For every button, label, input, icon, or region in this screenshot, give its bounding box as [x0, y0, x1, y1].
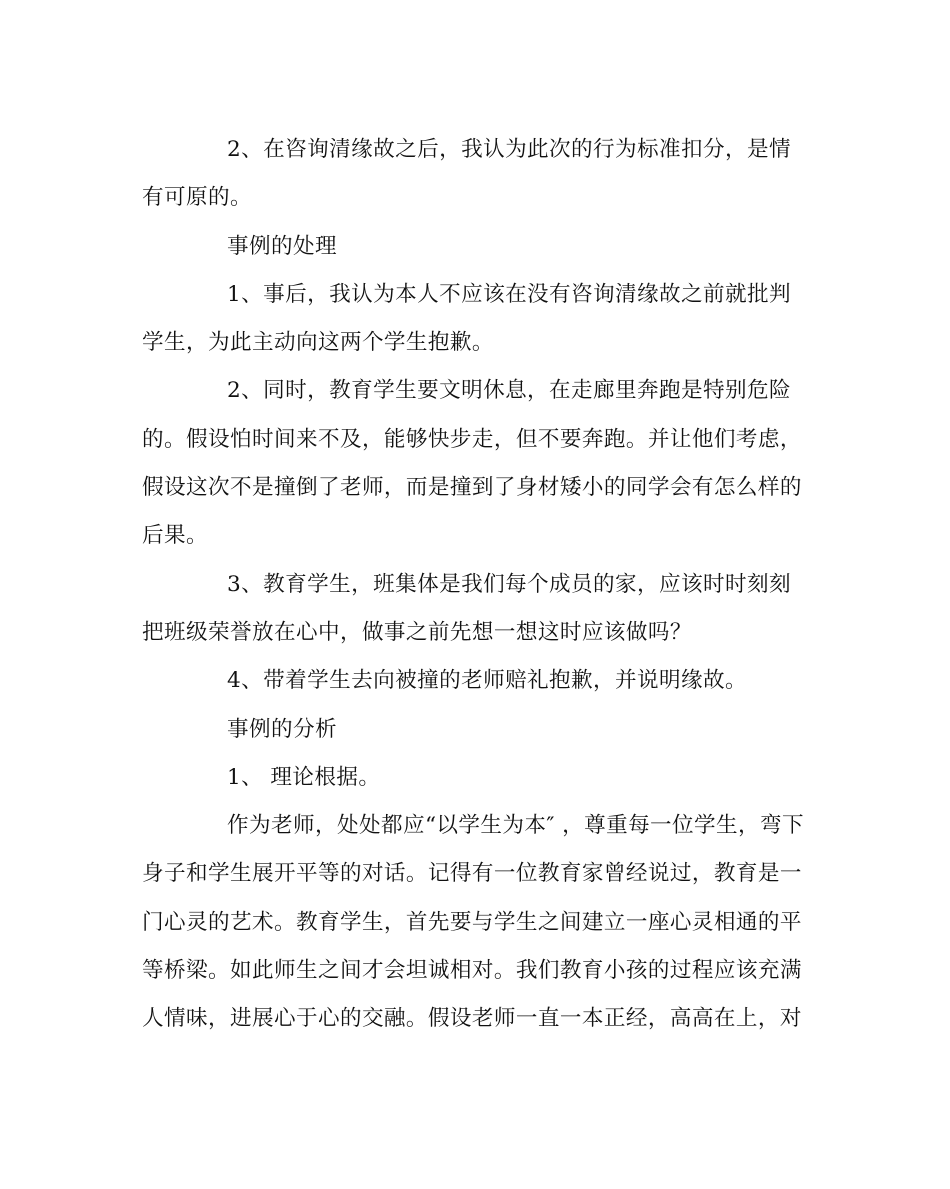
paragraph-reason-clarified: 2、在咨询清缘故之后，我认为此次的行为标准扣分，是情有可原的。 — [142, 137, 791, 211]
section-heading-analysis: 事例的分析 — [227, 716, 337, 742]
paragraph-handling-2: 2、同时，教育学生要文明休息，在走廊里奔跑是特别危险的。假设怕时间来不及，能够快步走，但不要奔跑。并让他们考虑，假设这次不是撞倒了老师，而是撞到了身材矮小的同学会有怎么样的后果。 — [142, 378, 802, 549]
paragraph-analysis-1: 1、 理论根据。 — [227, 764, 381, 790]
paragraph-handling-3: 3、教育学生，班集体是我们每个成员的家，应该时时刻刻把班级荣誉放在心中，做事之前先想一想这时应该做吗？ — [142, 571, 791, 645]
paragraph-analysis-body: 作为老师，处处都应“以学生为本″ ，尊重每一位学生，弯下身子和学生展开平等的对话。记得有一位教育家曾经说过，教育是一门心灵的艺术。教育学生，首先要与学生之间建立一座心灵相通的平等桥梁。如此师生之间才会坦诚相对。我们教育小孩的过程应该充满人情味，进展心于心的交融。假设老师一直一本正经，高高在上，对 — [142, 813, 805, 1032]
section-heading-handling: 事例的处理 — [227, 233, 337, 259]
document-body — [142, 126, 812, 1044]
paragraph-handling-4: 4、带着学生去向被撞的老师赔礼抱歉，并说明缘故。 — [227, 668, 747, 694]
paragraph-handling-1: 1、事后，我认为本人不应该在没有咨询清缘故之前就批判学生，为此主动向这两个学生抱歉。 — [142, 281, 791, 356]
